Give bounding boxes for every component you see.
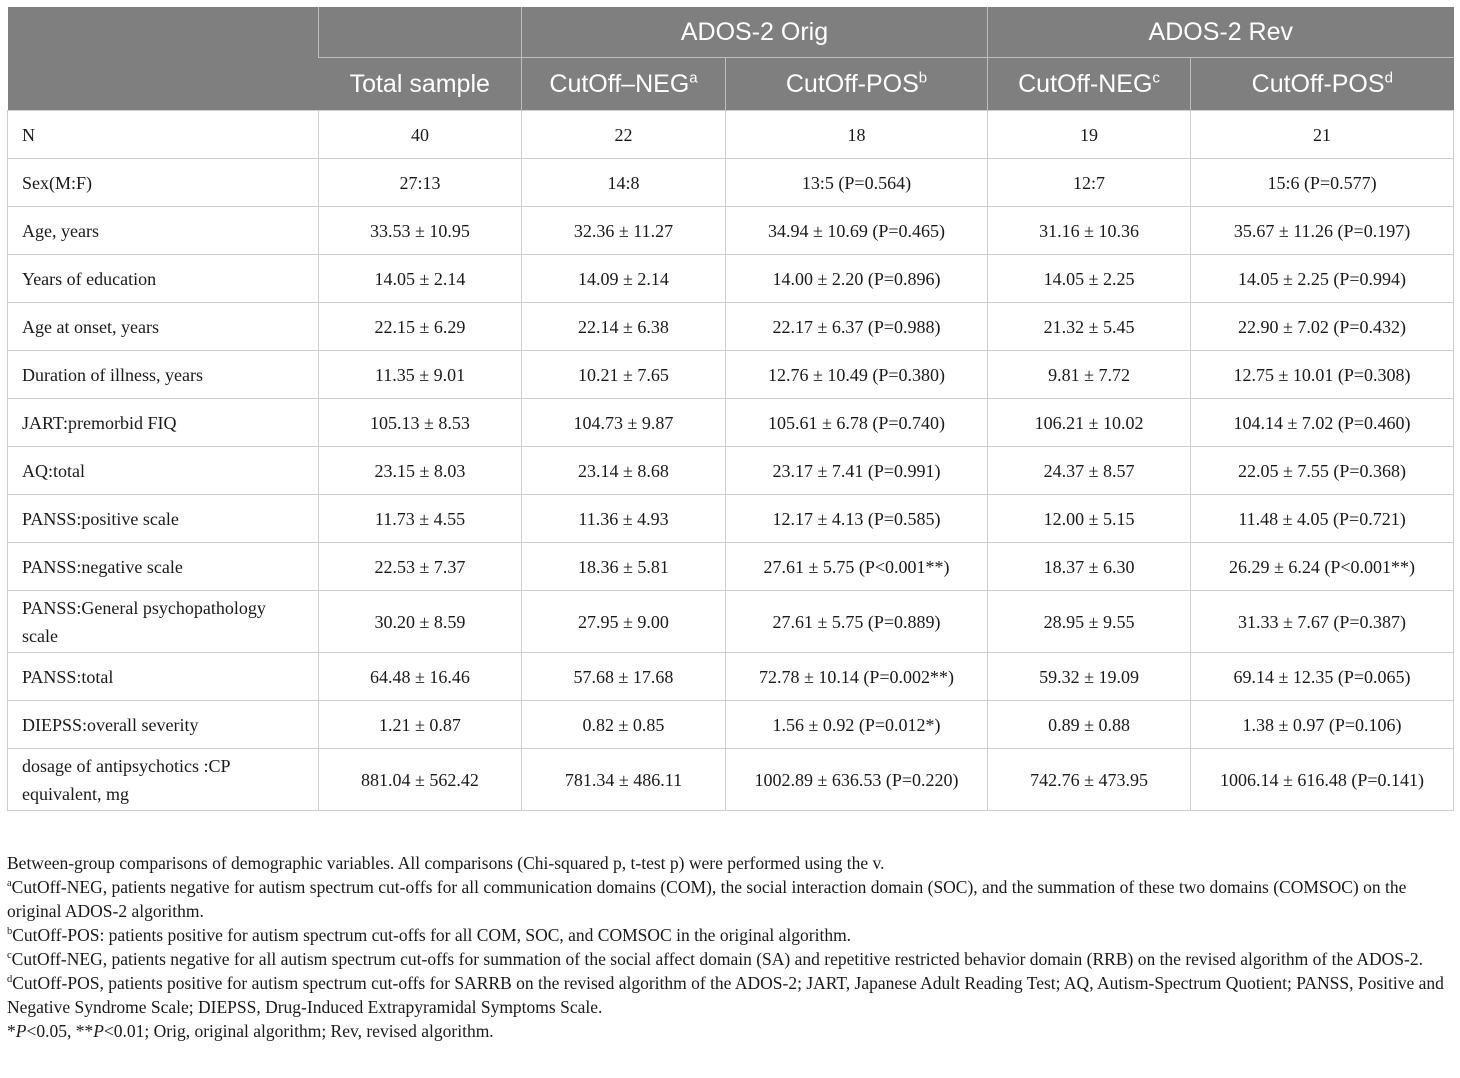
header-col-sup: d [1384, 69, 1393, 87]
header-col-orig-neg [522, 58, 726, 111]
cell-orig-neg: 14:8 [522, 159, 726, 207]
header-col-sup: b [918, 69, 928, 87]
footnote-a [7, 875, 1453, 923]
cell-orig-neg: 22 [522, 111, 726, 159]
footnote-d [7, 971, 1453, 1019]
header-col-sup: c [1152, 69, 1160, 87]
header-col-rev-pos [1191, 58, 1454, 111]
cell-rev-neg: 19 [988, 111, 1191, 159]
row-label: PANSS:positive scale [8, 495, 319, 543]
cell-orig-neg: 104.73 ± 9.87 [522, 399, 726, 447]
cell-orig-neg: 11.36 ± 4.93 [522, 495, 726, 543]
row-label: Age at onset, years [8, 303, 319, 351]
cell-orig-pos: 14.00 ± 2.20 (P=0.896) [726, 255, 988, 303]
cell-orig-neg: 27.95 ± 9.00 [522, 591, 726, 653]
row-label: N [8, 111, 319, 159]
cell-orig-neg: 22.14 ± 6.38 [522, 303, 726, 351]
table-row [8, 653, 1454, 701]
table-row [8, 351, 1454, 399]
cell-orig-pos: 27.61 ± 5.75 (P=0.889) [726, 591, 988, 653]
row-label: PANSS:General psychopathology scale [8, 591, 319, 653]
cell-total: 22.15 ± 6.29 [319, 303, 522, 351]
cell-total: 64.48 ± 16.46 [319, 653, 522, 701]
cell-rev-neg: 28.95 ± 9.55 [988, 591, 1191, 653]
cell-orig-pos: 1002.89 ± 636.53 (P=0.220) [726, 749, 988, 811]
notes-intro: Between-group comparisons of demographic variables. All comparisons (Chi-squared p, t-test p) were performed using the v. [7, 853, 885, 873]
sig-star-2: ** [75, 1021, 94, 1041]
cell-rev-neg: 31.16 ± 10.36 [988, 207, 1191, 255]
row-label: PANSS:negative scale [8, 543, 319, 591]
cell-orig-neg: 10.21 ± 7.65 [522, 351, 726, 399]
header-row-groups [8, 7, 1454, 58]
header-col-label: CutOff-POS [1251, 69, 1385, 98]
header-corner [8, 7, 319, 111]
header-blank-total [319, 7, 522, 58]
cell-rev-pos: 22.05 ± 7.55 (P=0.368) [1191, 447, 1454, 495]
cell-rev-pos: 21 [1191, 111, 1454, 159]
cell-orig-pos: 13:5 (P=0.564) [726, 159, 988, 207]
row-label: PANSS:total [8, 653, 319, 701]
table-row [8, 543, 1454, 591]
cell-rev-pos: 104.14 ± 7.02 (P=0.460) [1191, 399, 1454, 447]
cell-total: 22.53 ± 7.37 [319, 543, 522, 591]
cell-rev-pos: 26.29 ± 6.24 (P<0.001**) [1191, 543, 1454, 591]
cell-total: 881.04 ± 562.42 [319, 749, 522, 811]
cell-orig-pos: 22.17 ± 6.37 (P=0.988) [726, 303, 988, 351]
table-row [8, 749, 1454, 811]
cell-orig-neg: 32.36 ± 11.27 [522, 207, 726, 255]
table-row [8, 447, 1454, 495]
cell-orig-pos: 72.78 ± 10.14 (P=0.002**) [726, 653, 988, 701]
cell-orig-pos: 1.56 ± 0.92 (P=0.012*) [726, 701, 988, 749]
table-row [8, 701, 1454, 749]
cell-orig-pos: 18 [726, 111, 988, 159]
sig-star-1: * [7, 1021, 16, 1041]
footnote-b [7, 923, 1453, 947]
cell-orig-neg: 14.09 ± 2.14 [522, 255, 726, 303]
table-row [8, 255, 1454, 303]
table-row [8, 399, 1454, 447]
cell-orig-neg: 57.68 ± 17.68 [522, 653, 726, 701]
cell-rev-pos: 22.90 ± 7.02 (P=0.432) [1191, 303, 1454, 351]
footnote-c [7, 947, 1453, 971]
cell-total: 40 [319, 111, 522, 159]
cell-total: 1.21 ± 0.87 [319, 701, 522, 749]
cell-total: 11.35 ± 9.01 [319, 351, 522, 399]
footnote-mark: b [7, 926, 13, 938]
cell-rev-pos: 12.75 ± 10.01 (P=0.308) [1191, 351, 1454, 399]
table-row [8, 303, 1454, 351]
footnote-text: CutOff-NEG, patients negative for autism spectrum cut-offs for all communication domains (COM), the social interaction domain (SOC), and the summation of these two domains (COMSOC) on the original ADOS-2 algorithm. [7, 877, 1407, 921]
footnote-text: CutOff-POS, patients positive for autism spectrum cut-offs for SARRB on the revised algorithm of the ADOS-2; JART, Japanese Adult Reading Test; AQ, Autism-Spectrum Quotient; PANSS, Positive and Negative Syndrome Scale; DIEPSS, Drug-Induced Extrapyramidal Symptoms Scale. [7, 973, 1444, 1017]
demographics-table [7, 7, 1454, 811]
header-group-orig: ADOS-2 Orig [522, 7, 988, 58]
cell-rev-neg: 0.89 ± 0.88 [988, 701, 1191, 749]
row-label: JART:premorbid FIQ [8, 399, 319, 447]
cell-rev-pos: 11.48 ± 4.05 (P=0.721) [1191, 495, 1454, 543]
cell-rev-neg: 12.00 ± 5.15 [988, 495, 1191, 543]
header-col-sup: a [689, 69, 698, 87]
cell-rev-neg: 9.81 ± 7.72 [988, 351, 1191, 399]
header-col-label: CutOff-POS [785, 69, 919, 98]
cell-orig-pos: 27.61 ± 5.75 (P<0.001**) [726, 543, 988, 591]
table-row [8, 207, 1454, 255]
cell-rev-pos: 69.14 ± 12.35 (P=0.065) [1191, 653, 1454, 701]
row-label: Years of education [8, 255, 319, 303]
table-row [8, 495, 1454, 543]
header-col-label: Total sample [349, 69, 490, 98]
cell-orig-pos: 12.76 ± 10.49 (P=0.380) [726, 351, 988, 399]
cell-total: 27:13 [319, 159, 522, 207]
header-col-rev-neg [988, 58, 1191, 111]
cell-rev-pos: 31.33 ± 7.67 (P=0.387) [1191, 591, 1454, 653]
cell-rev-neg: 21.32 ± 5.45 [988, 303, 1191, 351]
sig-p-2: P [93, 1021, 104, 1041]
cell-rev-neg: 24.37 ± 8.57 [988, 447, 1191, 495]
cell-orig-pos: 34.94 ± 10.69 (P=0.465) [726, 207, 988, 255]
cell-total: 30.20 ± 8.59 [319, 591, 522, 653]
cell-rev-neg: 12:7 [988, 159, 1191, 207]
cell-rev-neg: 59.32 ± 19.09 [988, 653, 1191, 701]
cell-orig-pos: 105.61 ± 6.78 (P=0.740) [726, 399, 988, 447]
cell-orig-neg: 781.34 ± 486.11 [522, 749, 726, 811]
header-col-label: CutOff-NEG [1018, 69, 1153, 98]
cell-total: 11.73 ± 4.55 [319, 495, 522, 543]
cell-total: 14.05 ± 2.14 [319, 255, 522, 303]
footnote-mark: a [7, 878, 12, 890]
table-row [8, 111, 1454, 159]
table-row [8, 159, 1454, 207]
footnote-mark: c [7, 950, 12, 962]
row-label: Age, years [8, 207, 319, 255]
significance-note [7, 1019, 1453, 1043]
cell-total: 105.13 ± 8.53 [319, 399, 522, 447]
cell-rev-pos: 1006.14 ± 616.48 (P=0.141) [1191, 749, 1454, 811]
header-group-rev: ADOS-2 Rev [988, 7, 1454, 58]
table-body [8, 111, 1454, 811]
cell-orig-neg: 23.14 ± 8.68 [522, 447, 726, 495]
cell-orig-pos: 23.17 ± 7.41 (P=0.991) [726, 447, 988, 495]
footnote-mark: d [7, 974, 13, 986]
footnote-text: CutOff-NEG, patients negative for all autism spectrum cut-offs for summation of the social affect domain (SA) and repetitive restricted behavior domain (RRB) on the revised algorithm of the ADOS-2. [11, 949, 1423, 969]
header-col-label: CutOff–NEG [549, 69, 690, 98]
cell-rev-pos: 14.05 ± 2.25 (P=0.994) [1191, 255, 1454, 303]
row-label: DIEPSS:overall severity [8, 701, 319, 749]
row-label: AQ:total [8, 447, 319, 495]
cell-rev-pos: 35.67 ± 11.26 (P=0.197) [1191, 207, 1454, 255]
header-col-total [319, 58, 522, 111]
cell-orig-neg: 0.82 ± 0.85 [522, 701, 726, 749]
cell-total: 33.53 ± 10.95 [319, 207, 522, 255]
cell-rev-neg: 742.76 ± 473.95 [988, 749, 1191, 811]
table-notes [7, 851, 1453, 1043]
cell-rev-pos: 1.38 ± 0.97 (P=0.106) [1191, 701, 1454, 749]
cell-orig-neg: 18.36 ± 5.81 [522, 543, 726, 591]
cell-rev-neg: 14.05 ± 2.25 [988, 255, 1191, 303]
row-label: dosage of antipsychotics :CP equivalent, mg [8, 749, 319, 811]
table-header [8, 7, 1454, 111]
cell-orig-pos: 12.17 ± 4.13 (P=0.585) [726, 495, 988, 543]
table-row [8, 591, 1454, 653]
cell-rev-neg: 106.21 ± 10.02 [988, 399, 1191, 447]
row-label: Duration of illness, years [8, 351, 319, 399]
header-col-orig-pos [726, 58, 988, 111]
sig-text-2: <0.01; Orig, original algorithm; Rev, revised algorithm. [103, 1021, 494, 1041]
sig-text-1: <0.05, [26, 1021, 76, 1041]
row-label: Sex(M:F) [8, 159, 319, 207]
footnote-text: CutOff-POS: patients positive for autism spectrum cut-offs for all COM, SOC, and COMSOC in the original algorithm. [12, 925, 852, 945]
sig-p-1: P [15, 1021, 27, 1041]
cell-total: 23.15 ± 8.03 [319, 447, 522, 495]
cell-rev-neg: 18.37 ± 6.30 [988, 543, 1191, 591]
cell-rev-pos: 15:6 (P=0.577) [1191, 159, 1454, 207]
